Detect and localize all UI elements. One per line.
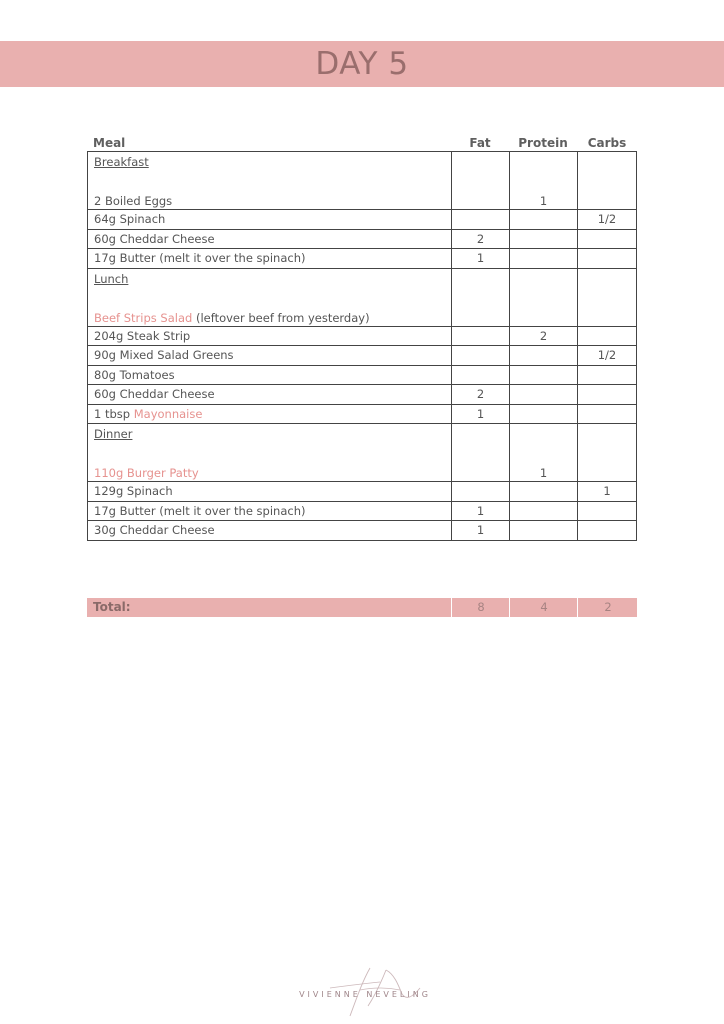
col-protein-header: Protein <box>518 136 568 150</box>
carbs-cell: 1/2 <box>577 210 637 229</box>
table-row <box>87 502 637 522</box>
carbs-cell <box>577 502 637 521</box>
total-fat: 8 <box>451 598 510 617</box>
fat-cell <box>451 327 509 346</box>
protein-cell <box>509 405 577 424</box>
meal-cell: 60g Cheddar Cheese <box>87 385 451 404</box>
table-row <box>87 346 637 366</box>
section-lunch: Lunch <box>94 271 129 286</box>
carbs-cell <box>577 366 637 385</box>
meal-cell: 64g Spinach <box>87 210 451 229</box>
meal-cell: 17g Butter (melt it over the spinach) <box>87 249 451 268</box>
total-protein: 4 <box>509 598 578 617</box>
brand-logo <box>290 960 440 1020</box>
protein-cell <box>509 210 577 229</box>
carbs-cell <box>577 424 637 481</box>
fat-cell <box>451 366 509 385</box>
table-row <box>87 366 637 386</box>
fat-cell: 1 <box>451 521 509 540</box>
protein-cell <box>509 346 577 365</box>
protein-cell: 1 <box>539 194 548 208</box>
col-carbs-header: Carbs <box>587 136 627 150</box>
meal-cell <box>94 311 370 325</box>
fat-cell <box>451 482 509 501</box>
protein-cell <box>509 230 577 249</box>
fat-cell <box>451 210 509 229</box>
table-row <box>87 424 637 482</box>
carbs-cell <box>577 230 637 249</box>
fat-cell: 2 <box>451 385 509 404</box>
table-header <box>87 132 637 151</box>
carbs-cell <box>577 521 637 540</box>
protein-cell: 2 <box>509 327 577 346</box>
carbs-cell <box>577 269 637 326</box>
table-row <box>87 249 637 269</box>
carbs-cell <box>577 405 637 424</box>
meal-cell: 2 Boiled Eggs <box>94 194 173 208</box>
fat-cell: 1 <box>451 405 509 424</box>
meal-cell: 60g Cheddar Cheese <box>87 230 451 249</box>
recipe-note: (leftover beef from yesterday) <box>192 310 370 325</box>
page-title: DAY 5 <box>315 46 409 82</box>
table-row <box>87 210 637 230</box>
col-meal-header: Meal <box>93 136 126 150</box>
protein-cell <box>509 521 577 540</box>
protein-cell <box>509 502 577 521</box>
day-banner <box>0 41 724 87</box>
meal-cell <box>87 405 451 424</box>
carbs-cell <box>577 249 637 268</box>
meal-cell: 90g Mixed Salad Greens <box>87 346 451 365</box>
meal-table <box>87 132 637 541</box>
table-row <box>87 230 637 250</box>
table-row <box>87 521 637 541</box>
fat-cell: 2 <box>451 230 509 249</box>
table-row <box>87 269 637 327</box>
table-row <box>87 152 637 210</box>
recipe-link-burger-patty[interactable]: 110g Burger Patty <box>94 466 199 480</box>
recipe-link-mayonnaise[interactable]: Mayonnaise <box>133 406 203 421</box>
carbs-cell <box>577 385 637 404</box>
protein-cell: 1 <box>539 466 548 480</box>
carbs-cell: 1/2 <box>577 346 637 365</box>
meal-cell: 80g Tomatoes <box>87 366 451 385</box>
total-carbs: 2 <box>577 598 638 617</box>
fat-cell <box>451 424 509 481</box>
meal-cell: 204g Steak Strip <box>87 327 451 346</box>
brand-name: VIVIENNE NEVELING <box>299 990 431 999</box>
table-row <box>87 405 637 425</box>
fat-cell: 1 <box>451 502 509 521</box>
protein-cell <box>509 249 577 268</box>
mayo-prefix: 1 tbsp <box>94 406 134 421</box>
recipe-link-beef-strips-salad[interactable]: Beef Strips Salad <box>94 310 193 325</box>
meal-cell: 129g Spinach <box>87 482 451 501</box>
total-row <box>87 598 637 617</box>
col-fat-header: Fat <box>469 136 491 150</box>
meal-cell: 30g Cheddar Cheese <box>87 521 451 540</box>
table-row <box>87 327 637 347</box>
fat-cell <box>451 269 509 326</box>
section-dinner: Dinner <box>94 427 133 441</box>
carbs-cell: 1 <box>577 482 637 501</box>
table-row <box>87 482 637 502</box>
carbs-cell <box>577 327 637 346</box>
protein-cell <box>509 482 577 501</box>
protein-cell <box>509 385 577 404</box>
protein-cell <box>509 366 577 385</box>
fat-cell <box>451 346 509 365</box>
total-label: Total: <box>93 600 131 614</box>
table-row <box>87 385 637 405</box>
section-breakfast: Breakfast <box>94 155 149 169</box>
table-body <box>87 151 637 541</box>
meal-cell: 17g Butter (melt it over the spinach) <box>87 502 451 521</box>
fat-cell: 1 <box>451 249 509 268</box>
protein-cell <box>509 269 577 326</box>
